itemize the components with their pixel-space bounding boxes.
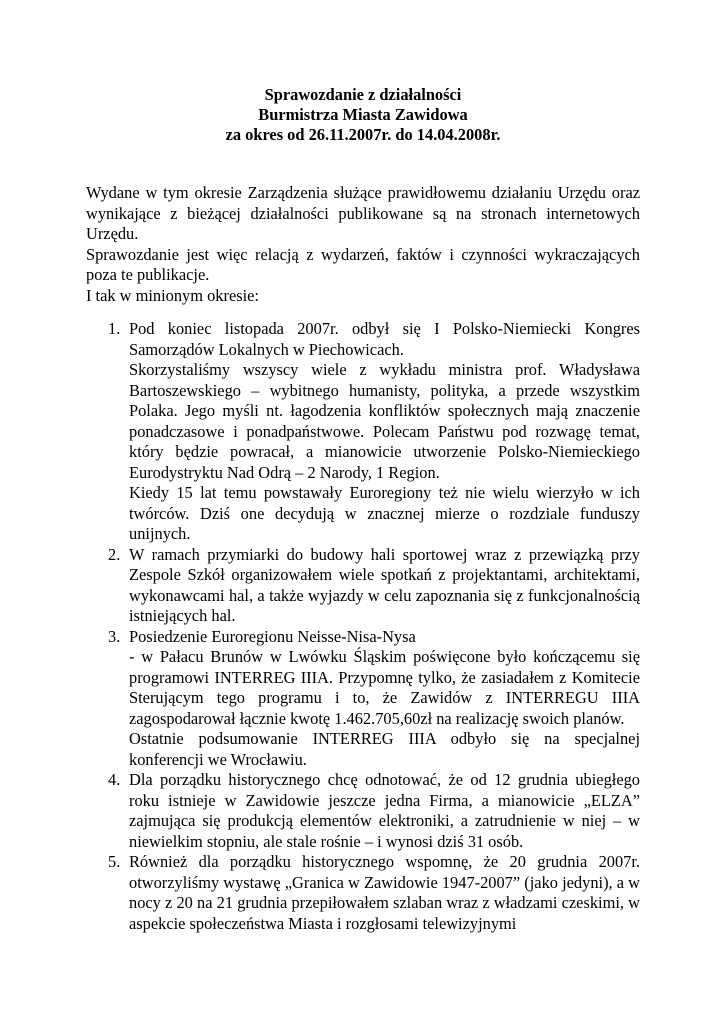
title-line-3: za okres od 26.11.2007r. do 14.04.2008r. — [225, 125, 501, 144]
list-item-paragraph: Posiedzenie Euroregionu Neisse-Nisa-Nysa — [129, 626, 416, 646]
list-item-paragraph: Również dla porządku historycznego wspomnę, że 20 grudnia 2007r. otworzyliśmy wystawę „Granica w Zawidowie 1947-2007” (jako jedyni), a w nocy z 20 na 21 grudnia przepiłowałem szlaban wraz z władzami czeskimi, w aspekcie społeczeństwa Miasta i rozgłosami telewizyjnymi — [129, 852, 640, 933]
list-item-number: 2. — [108, 544, 121, 564]
list-item — [86, 770, 640, 852]
intro-paragraph: Wydane w tym okresie Zarządzenia służące prawidłowemu działaniu Urzędu oraz wynikające z bieżącej działalności publikowane są na stronach internetowych Urzędu. — [86, 183, 640, 243]
list-item-number: 1. — [108, 319, 121, 338]
list-item-paragraph: - w Pałacu Brunów w Lwówku Śląskim poświęcone było kończącemu się programowi INTERREG IIIA. Przypomnę tylko, że zasiadałem z Komitecie Sterującym tego programu i to, że Zawidów z INTERREGU IIIA zagospodarował łącznie kwotę 1.462.705,60zł na realizację swoich planów. — [129, 647, 640, 728]
list-item — [86, 319, 640, 545]
list-item — [86, 545, 640, 627]
title-line-1: Sprawozdanie z działalności — [264, 85, 462, 104]
intro-paragraph: Sprawozdanie jest więc relacją z wydarzeń, faktów i czynności wykraczających poza te publikacje. — [86, 244, 640, 284]
document-title — [86, 85, 640, 145]
report-list — [86, 319, 640, 934]
list-item-paragraph: Dla porządku historycznego chcę odnotować, że od 12 grudnia ubiegłego roku istnieje w Zawidowie jeszcze jedna Firma, a mianowicie „ELZA” zajmująca się produkcją elementów elektroniki, a zatrudnienie w niej – w niewielkim stopniu, ale stale rośnie – i wynosi dziś 31 osób. — [129, 770, 640, 851]
list-item-paragraph: Skorzystaliśmy wszyscy wiele z wykładu ministra prof. Władysława Bartoszewskiego – wybitnego humanisty, polityka, a przede wszystkim Polaka. Jego myśli nt. łagodzenia konfliktów społecznych mają znaczenie ponadczasowe i ponadpaństwowe. Polecam Państwu pod rozwagę temat, który będzie powracał, a mianowicie utworzenie Polsko-Niemieckiego Eurodystryktu Nad Odrą – 2 Narody, 1 Region. — [129, 360, 640, 482]
list-item-paragraph: Kiedy 15 lat temu powstawały Euroregiony też nie wielu wierzyło w ich twórców. Dziś one decydują w znacznej mierze o rozdziale funduszy unijnych. — [129, 483, 640, 543]
list-item-number: 3. — [108, 626, 121, 646]
list-item-paragraph: Pod koniec listopada 2007r. odbył się I Polsko-Niemiecki Kongres Samorządów Lokalnych w Piechowicach. — [129, 319, 640, 359]
intro-paragraph: I tak w minionym okresie: — [86, 285, 259, 305]
list-item-number: 5. — [108, 852, 121, 871]
list-item — [86, 852, 640, 934]
list-item-paragraph: W ramach przymiarki do budowy hali sportowej wraz z przewiązką przy Zespole Szkół organizowałem wiele spotkań z projektantami, architektami, wykonawcami hal, a także wyjazdy w celu zapoznania się z funkcjonalnością istniejących hal. — [129, 544, 640, 625]
title-line-2: Burmistrza Miasta Zawidowa — [258, 105, 468, 124]
list-item-paragraph: Ostatnie podsumowanie INTERREG IIIA odbyło się na specjalnej konferencji we Wrocławiu. — [129, 729, 640, 769]
intro-section — [86, 183, 640, 306]
list-item-number: 4. — [108, 770, 121, 789]
list-item — [86, 627, 640, 771]
